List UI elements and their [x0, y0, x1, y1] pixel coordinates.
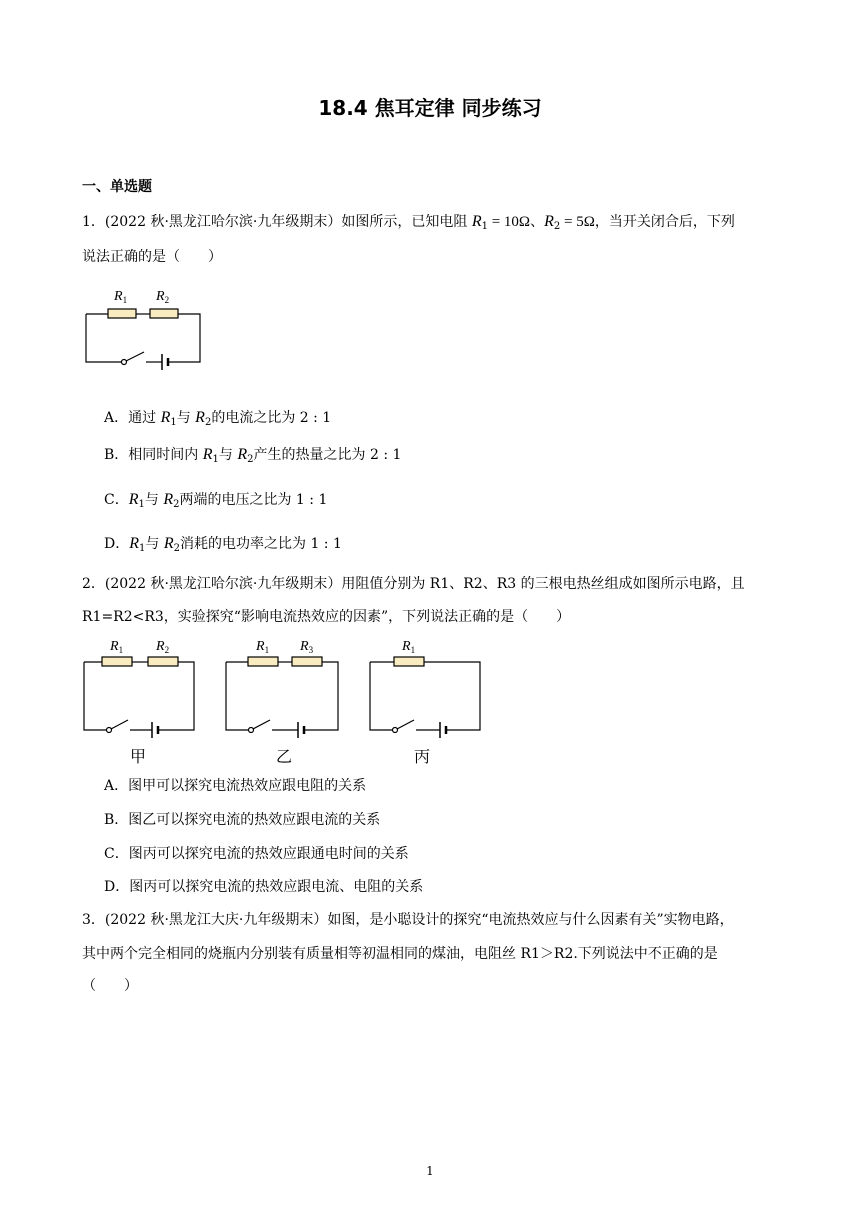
opt-a-r2: R [195, 409, 205, 426]
opt-c-post: 两端的电压之比为 1 : 1 [179, 492, 328, 508]
q1-option-d[interactable] [104, 534, 342, 559]
svg-text:R1: $R_1$ [256, 639, 270, 655]
q1-circuit-diagram [84, 284, 204, 368]
section-heading: 一、单选题 [82, 179, 152, 195]
r2-value: = 5Ω [560, 214, 595, 230]
opt-c-mid: 与 [144, 492, 164, 508]
opt-b-r2: R [237, 446, 248, 463]
opt-b-r1-sub: 1 [212, 454, 219, 465]
q2-option-a[interactable]: A．图甲可以探究电流热效应跟电阻的关系 [104, 778, 367, 794]
opt-b-pre: B．相同时间内 [104, 447, 203, 463]
q1-option-c[interactable] [104, 490, 327, 515]
opt-b-r2-sub: 2 [247, 454, 254, 465]
opt-d-pre: D． [104, 536, 130, 552]
q2-circuit-jia [82, 632, 202, 772]
page-title: 18.4 焦耳定律 同步练习 [318, 96, 542, 120]
svg-text:R2: $R_2$ [156, 639, 170, 655]
r1-value: = 10Ω [487, 214, 531, 230]
caption-yi: 乙 [276, 747, 293, 766]
opt-b-post: 产生的热量之比为 2 : 1 [253, 447, 402, 463]
q2-circuit-bing [368, 632, 488, 772]
q2-option-c[interactable]: C．图丙可以探究电流的热效应跟通电时间的关系 [104, 846, 409, 862]
r1-symbol: R [471, 213, 482, 230]
opt-c-r1: R [128, 491, 139, 508]
opt-d-r2-sub: 2 [173, 543, 180, 554]
svg-text:R1: $R_1$ [402, 639, 416, 655]
opt-a-r2-sub: 2 [204, 417, 212, 428]
q3-stem-line1: 3．(2022 秋·黑龙江大庆·九年级期末）如图，是小聪设计的探究“电流热效应与什么因素有关”实物电路， [82, 912, 734, 928]
q1-option-a[interactable] [104, 408, 331, 433]
q1-sep: 、 [530, 214, 545, 230]
opt-a-pre: A．通过 [104, 410, 161, 426]
q2-stem-line2: R1=R2<R3，实验探究“影响电流热效应的因素”，下列说法正确的是（ ） [82, 609, 571, 625]
svg-text:R1: $R_1$ [110, 639, 124, 655]
q2-circuit-yi [224, 632, 344, 772]
r2-symbol: R [544, 213, 554, 230]
q1-stem-line1 [82, 212, 735, 237]
opt-c-r2: R [163, 491, 174, 508]
q2-option-b[interactable]: B．图乙可以探究电流的热效应跟电流的关系 [104, 812, 381, 828]
opt-b-r1: R [202, 446, 213, 463]
q1-option-b[interactable] [104, 445, 401, 470]
opt-d-r1-sub: 1 [139, 543, 146, 554]
opt-c-pre: C． [104, 492, 129, 508]
r1-subscript: 1 [481, 221, 488, 232]
q2-option-d[interactable]: D．图丙可以探究电流的热效应跟电流、电阻的关系 [104, 879, 424, 895]
opt-d-mid: 与 [145, 536, 164, 552]
svg-text:R2: $R_2$ [156, 289, 170, 305]
opt-b-mid: 与 [218, 447, 238, 463]
opt-a-post: 的电流之比为 2 : 1 [211, 410, 332, 426]
q3-stem-line2: 其中两个完全相同的烧瓶内分别装有质量相等初温相同的煤油，电阻丝 R1＞R2.下列说法中不正确的是 [82, 946, 718, 962]
opt-d-post: 消耗的电功率之比为 1 : 1 [180, 536, 342, 552]
caption-jia: 甲 [130, 747, 147, 766]
q1-stem-line2: 说法正确的是（ ） [82, 249, 222, 265]
r2-subscript: 2 [553, 221, 561, 232]
q1-suffix: ，当开关闭合后，下列 [594, 214, 735, 230]
opt-a-r1-sub: 1 [170, 417, 177, 428]
opt-d-r1: R [129, 535, 140, 552]
opt-a-mid: 与 [176, 410, 196, 426]
q2-stem-line1: 2．(2022 秋·黑龙江哈尔滨·九年级期末）用阻值分别为 R1、R2、R3 的三根电热丝组成如图所示电路，且 [82, 576, 745, 592]
opt-c-r1-sub: 1 [138, 499, 145, 510]
opt-c-r2-sub: 2 [173, 499, 180, 510]
svg-text:R3: $R_3$ [300, 639, 314, 655]
q3-stem-line3: （ ） [82, 978, 138, 994]
opt-d-r2: R [163, 535, 174, 552]
opt-a-r1: R [160, 409, 171, 426]
caption-bing: 丙 [414, 747, 431, 766]
q1-prefix: 1．(2022 秋·黑龙江哈尔滨·九年级期末）如图所示，已知电阻 [82, 214, 472, 230]
svg-text:R1: $R_1$ [114, 289, 128, 305]
page-number: 1 [426, 1164, 434, 1178]
